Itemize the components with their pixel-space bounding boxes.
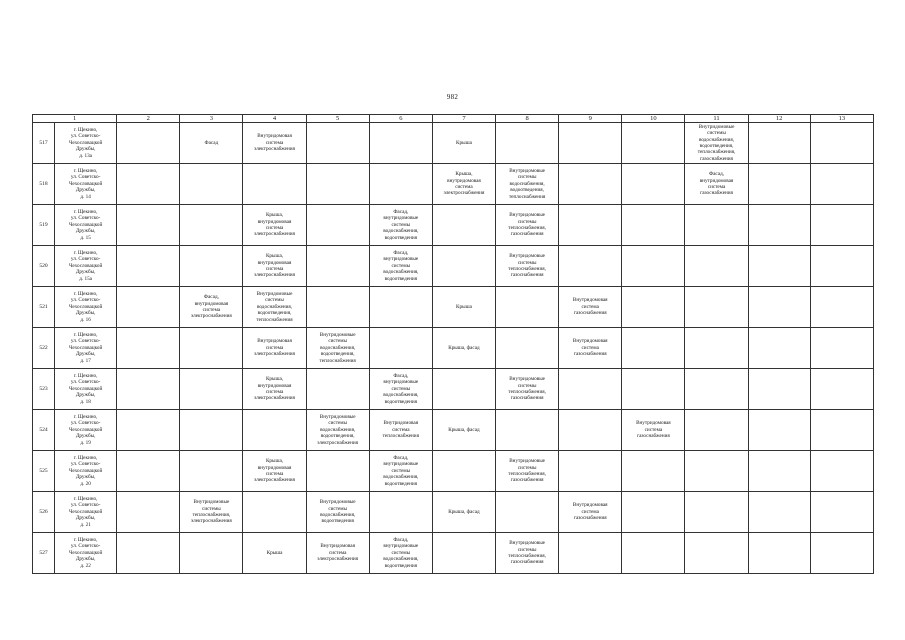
work-cell bbox=[432, 533, 495, 574]
work-cell bbox=[243, 328, 306, 369]
work-cell bbox=[810, 205, 873, 246]
work-cell bbox=[559, 328, 622, 369]
work-cell bbox=[117, 164, 180, 205]
work-cell bbox=[496, 451, 559, 492]
work-cell bbox=[748, 205, 810, 246]
table-row bbox=[33, 410, 874, 451]
cell-text: Фасад, внутридомовые системы водоснабжения, водоотведения bbox=[383, 536, 419, 569]
row-number: 517 bbox=[33, 123, 55, 164]
work-cell bbox=[622, 492, 685, 533]
work-cell bbox=[369, 369, 432, 410]
cell-text: г. Щекино, ул. Советско- Чехословацкой Дружбы, д. 17 bbox=[68, 331, 103, 364]
cell-text: Внутридомовая система газоснабжения bbox=[572, 338, 608, 358]
address-cell bbox=[55, 451, 117, 492]
work-cell bbox=[496, 328, 559, 369]
work-cell bbox=[685, 164, 748, 205]
work-cell bbox=[369, 492, 432, 533]
work-cell bbox=[496, 492, 559, 533]
work-cell bbox=[369, 205, 432, 246]
header-cell: 3 bbox=[180, 115, 243, 123]
row-number: 519 bbox=[33, 205, 55, 246]
work-cell bbox=[432, 123, 495, 164]
work-cell bbox=[117, 328, 180, 369]
work-cell bbox=[117, 246, 180, 287]
work-cell bbox=[810, 369, 873, 410]
address-cell bbox=[55, 287, 117, 328]
table-row bbox=[33, 451, 874, 492]
cell-text: г. Щекино, ул. Советско- Чехословацкой Дружбы, д. 13а bbox=[68, 126, 103, 159]
cell-text: г. Щекино, ул. Советско- Чехословацкой Дружбы, д. 21 bbox=[68, 495, 103, 528]
work-cell bbox=[243, 492, 306, 533]
work-cell bbox=[243, 410, 306, 451]
cell-text: Внутридомовые системы водоснабжения, водоотведения bbox=[319, 499, 356, 525]
row-number: 520 bbox=[33, 246, 55, 287]
cell-text: Фасад, внутридомовые системы водоснабжения, водоотведения bbox=[383, 372, 419, 405]
header-row bbox=[33, 115, 874, 123]
work-cell bbox=[369, 164, 432, 205]
table-row bbox=[33, 492, 874, 533]
table-row bbox=[33, 287, 874, 328]
work-cell bbox=[748, 369, 810, 410]
cell-text: Внутридомовые системы водоснабжения, водоотведения, электроснабжения bbox=[317, 413, 359, 446]
row-number: 521 bbox=[33, 287, 55, 328]
work-cell bbox=[496, 410, 559, 451]
work-cell bbox=[117, 369, 180, 410]
work-cell bbox=[810, 246, 873, 287]
work-cell bbox=[559, 492, 622, 533]
cell-text: Крыша, фасад bbox=[448, 508, 480, 515]
work-cell bbox=[810, 287, 873, 328]
work-cell bbox=[496, 246, 559, 287]
work-cell bbox=[243, 205, 306, 246]
table-row bbox=[33, 533, 874, 574]
work-cell bbox=[622, 246, 685, 287]
work-cell bbox=[117, 451, 180, 492]
work-cell bbox=[369, 533, 432, 574]
work-cell bbox=[685, 451, 748, 492]
cell-text: Внутридомовая система электроснабжения bbox=[317, 543, 359, 563]
cell-text: Внутридомовые системы теплоснабжения, газоснабжения bbox=[508, 253, 546, 279]
work-cell bbox=[810, 164, 873, 205]
table-row bbox=[33, 328, 874, 369]
work-cell bbox=[432, 205, 495, 246]
work-cell bbox=[748, 164, 810, 205]
work-cell bbox=[243, 246, 306, 287]
cell-text: Крыша bbox=[456, 303, 472, 310]
row-number: 523 bbox=[33, 369, 55, 410]
cell-text: Крыша, внутридомовая система электроснабжения bbox=[254, 253, 295, 279]
work-cell bbox=[180, 246, 243, 287]
cell-text: Внутридомовые системы теплоснабжения, газоснабжения bbox=[508, 458, 546, 484]
work-cell bbox=[685, 369, 748, 410]
cell-text: Внутридомовые системы теплоснабжения, газоснабжения bbox=[508, 376, 546, 402]
work-cell bbox=[496, 123, 559, 164]
table-header bbox=[33, 115, 874, 123]
work-cell bbox=[748, 328, 810, 369]
table-row bbox=[33, 246, 874, 287]
row-number: 527 bbox=[33, 533, 55, 574]
work-cell bbox=[810, 451, 873, 492]
work-cell bbox=[432, 410, 495, 451]
work-cell bbox=[369, 246, 432, 287]
work-cell bbox=[432, 328, 495, 369]
work-cell bbox=[748, 533, 810, 574]
work-cell bbox=[622, 328, 685, 369]
row-number: 518 bbox=[33, 164, 55, 205]
work-cell bbox=[243, 164, 306, 205]
work-cell bbox=[117, 123, 180, 164]
work-cell bbox=[810, 410, 873, 451]
work-cell bbox=[685, 246, 748, 287]
header-cell: 4 bbox=[243, 115, 306, 123]
work-cell bbox=[180, 533, 243, 574]
cell-text: Крыша, внутридомовая система электроснабжения bbox=[254, 376, 295, 402]
work-cell bbox=[559, 533, 622, 574]
address-cell bbox=[55, 246, 117, 287]
work-cell bbox=[559, 246, 622, 287]
row-number: 525 bbox=[33, 451, 55, 492]
cell-text: Крыша, внутридомовая система электроснабжения bbox=[254, 458, 295, 484]
work-cell bbox=[180, 369, 243, 410]
cell-text: Внутридомовая система теплоснабжения bbox=[382, 420, 419, 440]
cell-text: Крыша, внутридомовая система электроснабжения bbox=[443, 171, 485, 197]
cell-text: Внутридомовая система газоснабжения bbox=[636, 420, 671, 440]
row-number: 526 bbox=[33, 492, 55, 533]
work-cell bbox=[622, 410, 685, 451]
work-cell bbox=[496, 164, 559, 205]
work-cell bbox=[559, 287, 622, 328]
table-row bbox=[33, 164, 874, 205]
cell-text: Внутридомовые системы водоснабжения, водоотведения, теплоснабжения bbox=[256, 290, 293, 323]
header-cell: 6 bbox=[369, 115, 432, 123]
header-cell: 12 bbox=[748, 115, 810, 123]
table-row bbox=[33, 369, 874, 410]
work-cell bbox=[306, 123, 369, 164]
work-cell bbox=[622, 123, 685, 164]
cell-text: Крыша, фасад bbox=[448, 426, 480, 433]
work-cell bbox=[685, 492, 748, 533]
work-cell bbox=[559, 164, 622, 205]
work-cell bbox=[243, 533, 306, 574]
address-cell bbox=[55, 328, 117, 369]
work-cell bbox=[117, 205, 180, 246]
cell-text: Фасад, внутридомовые системы водоснабжения, водоотведения bbox=[383, 249, 419, 282]
cell-text: Фасад, внутридомовая система газоснабжения bbox=[699, 171, 734, 197]
work-cell bbox=[243, 369, 306, 410]
address-cell bbox=[55, 164, 117, 205]
work-cell bbox=[117, 492, 180, 533]
work-cell bbox=[685, 205, 748, 246]
work-cell bbox=[180, 451, 243, 492]
work-cell bbox=[432, 492, 495, 533]
work-cell bbox=[117, 287, 180, 328]
work-cell bbox=[432, 369, 495, 410]
work-cell bbox=[180, 123, 243, 164]
cell-text: Крыша bbox=[266, 549, 283, 556]
cell-text: г. Щекино, ул. Советско- Чехословацкой Дружбы, д. 16 bbox=[68, 290, 103, 323]
header-cell: 1 bbox=[33, 115, 117, 123]
work-cell bbox=[559, 123, 622, 164]
cell-text: г. Щекино, ул. Советско- Чехословацкой Дружбы, д. 19 bbox=[68, 413, 103, 446]
header-cell: 7 bbox=[432, 115, 495, 123]
work-cell bbox=[748, 246, 810, 287]
work-cell bbox=[432, 451, 495, 492]
work-cell bbox=[180, 164, 243, 205]
cell-text: Внутридомовые системы водоснабжения, водоотведения, теплоснабжения bbox=[319, 331, 356, 364]
work-cell bbox=[306, 164, 369, 205]
work-cell bbox=[243, 287, 306, 328]
work-cell bbox=[306, 451, 369, 492]
work-cell bbox=[306, 328, 369, 369]
cell-text: Крыша, внутридомовая система электроснабжения bbox=[254, 212, 295, 238]
cell-text: Крыша bbox=[456, 139, 472, 146]
work-cell bbox=[180, 205, 243, 246]
work-cell bbox=[306, 287, 369, 328]
work-cell bbox=[685, 123, 748, 164]
address-cell bbox=[55, 492, 117, 533]
work-cell bbox=[622, 369, 685, 410]
work-cell bbox=[810, 533, 873, 574]
work-cell bbox=[559, 369, 622, 410]
work-cell bbox=[559, 451, 622, 492]
cell-text: Фасад bbox=[204, 139, 219, 146]
cell-text: Внутридомовая система электроснабжения bbox=[254, 133, 295, 153]
table-row bbox=[33, 123, 874, 164]
work-cell bbox=[117, 533, 180, 574]
header-cell: 9 bbox=[559, 115, 622, 123]
work-cell bbox=[748, 410, 810, 451]
work-cell bbox=[748, 123, 810, 164]
work-cell bbox=[622, 533, 685, 574]
cell-text: Внутридомовые системы теплоснабжения, газоснабжения bbox=[508, 540, 546, 566]
work-cell bbox=[180, 492, 243, 533]
work-cell bbox=[810, 328, 873, 369]
page-number: 982 bbox=[446, 93, 459, 101]
cell-text: г. Щекино, ул. Советско- Чехословацкой Дружбы, д. 15а bbox=[68, 249, 103, 282]
work-cell bbox=[369, 328, 432, 369]
address-cell bbox=[55, 410, 117, 451]
work-cell bbox=[559, 410, 622, 451]
work-cell bbox=[306, 410, 369, 451]
header-cell: 13 bbox=[810, 115, 873, 123]
work-cell bbox=[117, 410, 180, 451]
cell-text: г. Щекино, ул. Советско- Чехословацкой Дружбы, д. 22 bbox=[68, 536, 103, 569]
work-cell bbox=[306, 492, 369, 533]
work-cell bbox=[180, 328, 243, 369]
work-cell bbox=[622, 205, 685, 246]
work-cell bbox=[810, 123, 873, 164]
work-cell bbox=[306, 533, 369, 574]
header-cell: 5 bbox=[306, 115, 369, 123]
cell-text: г. Щекино, ул. Советско- Чехословацкой Дружбы, д. 20 bbox=[68, 454, 103, 487]
cell-text: Фасад, внутридомовые системы водоснабжения, водоотведения bbox=[383, 208, 419, 241]
work-cell bbox=[306, 246, 369, 287]
header-cell: 2 bbox=[117, 115, 180, 123]
header-cell: 11 bbox=[685, 115, 748, 123]
work-cell bbox=[180, 287, 243, 328]
work-cell bbox=[685, 533, 748, 574]
header-cell: 8 bbox=[496, 115, 559, 123]
address-cell bbox=[55, 533, 117, 574]
work-cell bbox=[432, 287, 495, 328]
address-cell bbox=[55, 123, 117, 164]
work-cell bbox=[685, 287, 748, 328]
work-cell bbox=[369, 287, 432, 328]
cell-text: Крыша, фасад bbox=[448, 344, 480, 351]
cell-text: Внутридомовые системы водоснабжения, водоотведения, теплоснабжения bbox=[508, 167, 546, 200]
row-number: 522 bbox=[33, 328, 55, 369]
row-number: 524 bbox=[33, 410, 55, 451]
work-cell bbox=[369, 123, 432, 164]
work-cell bbox=[180, 410, 243, 451]
work-cell bbox=[369, 451, 432, 492]
address-cell bbox=[55, 205, 117, 246]
work-cell bbox=[432, 164, 495, 205]
work-cell bbox=[243, 451, 306, 492]
cell-text: Внутридомовая система газоснабжения bbox=[572, 502, 608, 522]
work-cell bbox=[748, 287, 810, 328]
cell-text: Фасад, внутридомовая система электроснабжения bbox=[191, 294, 232, 320]
work-cell bbox=[685, 410, 748, 451]
address-cell bbox=[55, 369, 117, 410]
cell-text: Внутридомовые системы теплоснабжения, газоснабжения bbox=[508, 212, 546, 238]
table-row bbox=[33, 205, 874, 246]
work-cell bbox=[622, 287, 685, 328]
work-cell bbox=[306, 205, 369, 246]
cell-text: Фасад, внутридомовые системы водоснабжения, водоотведения bbox=[383, 454, 419, 487]
cell-text: Внутридомовая система газоснабжения bbox=[572, 297, 608, 317]
cell-text: г. Щекино, ул. Советско- Чехословацкой Дружбы, д. 15 bbox=[68, 208, 103, 241]
work-cell bbox=[306, 369, 369, 410]
cell-text: Внутридомовые системы теплоснабжения, электроснабжения bbox=[191, 499, 232, 525]
work-cell bbox=[685, 328, 748, 369]
cell-text: Внутридомовые системы водоснабжения, водоотведения, теплоснабжения, газоснабжения bbox=[697, 123, 736, 162]
work-cell bbox=[496, 369, 559, 410]
table-body bbox=[33, 123, 874, 574]
work-cell bbox=[496, 533, 559, 574]
repair-schedule-table bbox=[32, 114, 874, 574]
work-cell bbox=[748, 451, 810, 492]
cell-text: г. Щекино, ул. Советско- Чехословацкой Дружбы, д. 18 bbox=[68, 372, 103, 405]
work-cell bbox=[496, 205, 559, 246]
work-cell bbox=[748, 492, 810, 533]
work-cell bbox=[496, 287, 559, 328]
work-cell bbox=[369, 410, 432, 451]
work-cell bbox=[432, 246, 495, 287]
header-cell: 10 bbox=[622, 115, 685, 123]
work-cell bbox=[810, 492, 873, 533]
work-cell bbox=[559, 205, 622, 246]
cell-text: Внутридомовая система электроснабжения bbox=[254, 338, 295, 358]
work-cell bbox=[622, 164, 685, 205]
cell-text: г. Щекино, ул. Советско- Чехословацкой Дружбы, д. 14 bbox=[68, 167, 103, 200]
work-cell bbox=[622, 451, 685, 492]
work-cell bbox=[243, 123, 306, 164]
